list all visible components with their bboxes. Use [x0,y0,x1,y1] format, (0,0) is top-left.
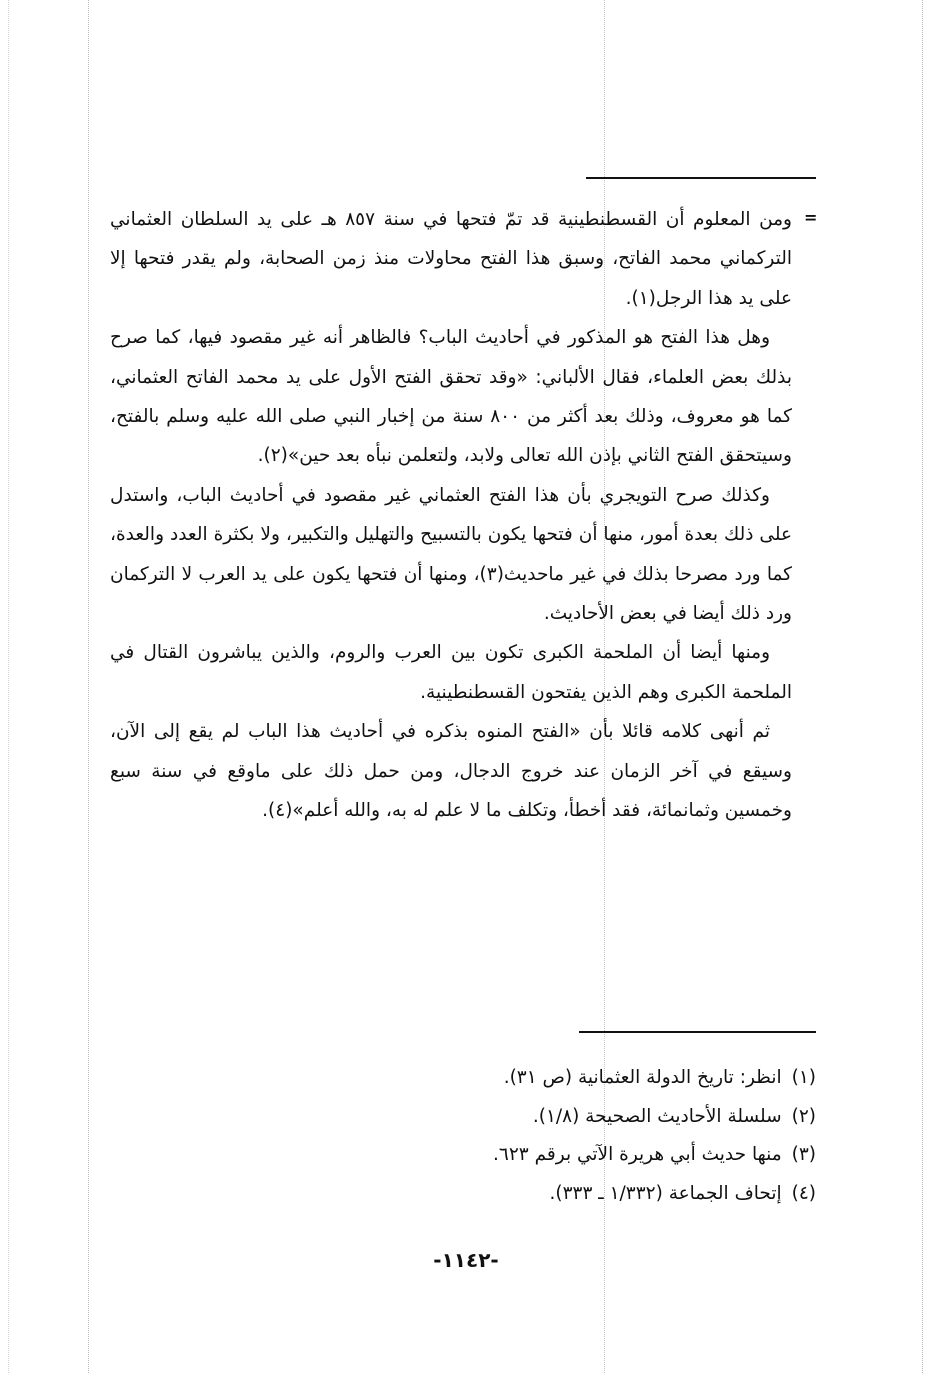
scan-dotted-line [8,0,9,1373]
footnote-separator-line [579,1031,816,1033]
main-text [110,200,792,831]
footnote-number: (٢) [791,1105,816,1127]
paragraph: وكذلك صرح التويجري بأن هذا الفتح العثماني غير مقصود في أحاديث الباب، واستدل على ذلك بعدة أمور، منها أن فتحها يكون بالتسبيح والتهليل والتكبير، ولا بكثرة العدد والعدة، كما ورد مصرحا بذلك في غير ماحديث(٣)، ومنها أن فتحها يكون على يد العرب لا التركمان ورد ذلك أيضا في بعض الأحاديث. [110,484,792,625]
paragraph: ومنها أيضا أن الملحمة الكبرى تكون بين العرب والروم، والذين يباشرون القتال في الملحمة الكبرى وهم الذين يفتحون القسطنطينية. [110,642,792,703]
footnote-item [400,1136,816,1175]
page-number: -١١٤٢- [433,1248,499,1272]
paragraph: وهل هذا الفتح هو المذكور في أحاديث الباب؟ فالظاهر أنه غير مقصود فيها، كما صرح بذلك بعض العلماء، فقال الألباني: «وقد تحقق الفتح الأول على يد محمد الفاتح العثماني، كما هو معروف، وذلك بعد أكثر من ٨٠٠ سنة من إخبار النبي صلى الله عليه وسلم بالفتح، وسيتحقق الفتح الثاني بإذن الله تعالى ولابد، ولتعلمن نبأه بعد حين»(٢). [110,327,792,467]
scan-dotted-line [922,0,923,1373]
top-separator-line [586,177,816,179]
footnote-text: انظر: تاريخ الدولة العثمانية (ص ٣١). [503,1067,782,1088]
footnote-item [400,1059,816,1098]
footnote-number: (٤) [791,1182,816,1204]
margin-mark: = [804,208,818,227]
footnote-item [400,1175,816,1214]
paragraph: ثم أنهى كلامه قائلا بأن «الفتح المنوه بذكره في أحاديث هذا الباب لم يقع إلى الآن، وسيقع في آخر الزمان عند خروج الدجال، ومن حمل ذلك على ماوقع في سنة سبع وخمسين وثمانمائة، فقد أخطأ، وتكلف ما لا علم له به، والله أعلم»(٤). [110,721,792,822]
footnote-number: (٣) [791,1144,816,1166]
footnote-item [400,1098,816,1137]
footnote-text: إتحاف الجماعة (١/٣٣٢ ـ ٣٣٣). [549,1182,782,1204]
paragraph: ومن المعلوم أن القسطنطينية قد تمّ فتحها في سنة ٨٥٧ هـ على يد السلطان العثماني التركماني محمد الفاتح، وسبق هذا الفتح محاولات منذ زمن الصحابة، ولم يقدر فتحها إلا على يد هذا الرجل(١). [110,209,792,309]
scan-dotted-line [88,0,89,1373]
footnote-text: منها حديث أبي هريرة الآتي برقم ٦٢٣. [493,1144,782,1166]
footnote-text: سلسلة الأحاديث الصحيحة (١/٨). [532,1105,782,1127]
footnote-number: (١) [791,1067,816,1088]
footnotes [400,1059,816,1213]
